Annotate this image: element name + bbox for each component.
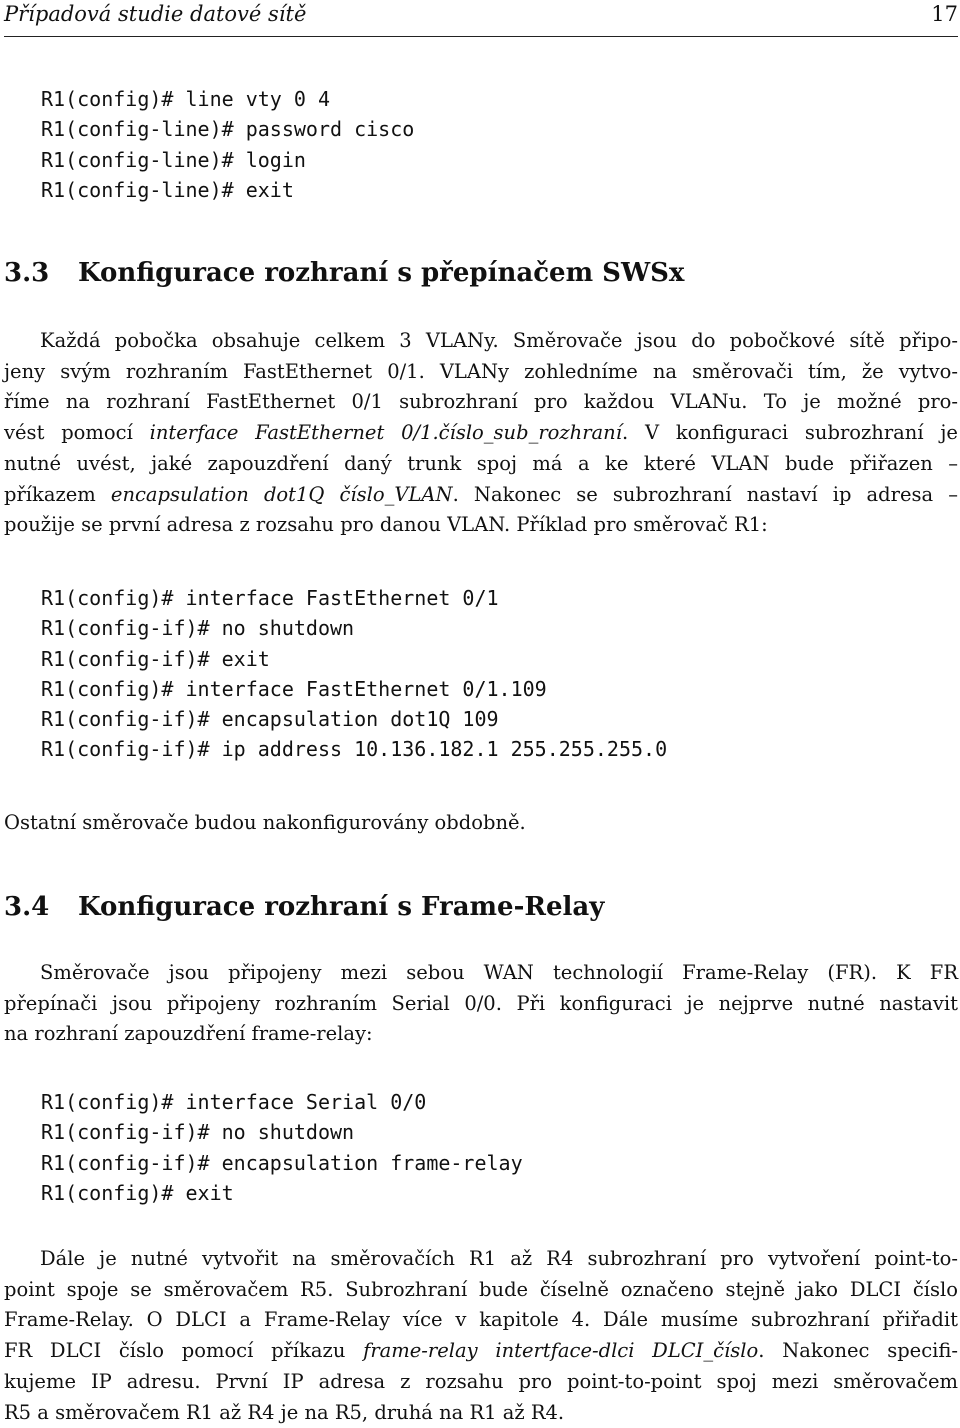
paragraph-subinterfaces bbox=[4, 1244, 958, 1428]
page-number: 17 bbox=[931, 2, 958, 26]
text-line: na rozhraní zapouzdření frame-relay: bbox=[4, 1022, 373, 1046]
inline-command: encapsulation dot1Q číslo_VLAN bbox=[110, 482, 453, 506]
inline-command: frame-relay intertface-dlci DLCI_číslo bbox=[363, 1339, 759, 1363]
paragraph-vlan-intro bbox=[4, 326, 958, 541]
paragraph-frame-relay-intro bbox=[4, 958, 958, 1050]
running-header bbox=[4, 0, 958, 40]
text-line bbox=[4, 418, 958, 449]
text-run: . V konfiguraci subrozhraní je bbox=[621, 421, 958, 445]
text-run: příkazem bbox=[4, 482, 111, 506]
text-line: Každá pobočka obsahuje celkem 3 VLANy. Směrovače jsou do pobočkové sítě připo- bbox=[40, 329, 958, 352]
section-number: 3.4 bbox=[4, 892, 50, 922]
text-run: . Nakonec se subrozhraní nastaví ip adresa – bbox=[452, 482, 958, 506]
text-line: Směrovače jsou připojeny mezi sebou WAN technologií Frame-Relay (FR). K FR bbox=[40, 961, 958, 984]
text-line: použije se první adresa z rozsahu pro danou VLAN. Příklad pro směrovač R1: bbox=[4, 513, 768, 537]
text-line: Dále je nutné vytvořit na směrovačích R1 až R4 subrozhraní pro vytvoření point-to- bbox=[40, 1247, 958, 1270]
text-line: point spoje se směrovačem R5. Subrozhraní bude číselně označeno stejně jako DLCI číslo bbox=[4, 1277, 958, 1301]
section-heading-3-4 bbox=[4, 892, 604, 922]
text-line bbox=[4, 480, 958, 511]
section-title: Konfigurace rozhraní s Frame-Relay bbox=[78, 892, 605, 922]
text-line: Frame-Relay. O DLCI a Frame-Relay více v kapitole 4. Dále musíme subrozhraní přiřadit bbox=[4, 1308, 958, 1332]
text-line bbox=[4, 1336, 958, 1367]
inline-command: interface FastEthernet 0/1.číslo_sub_rozhraní bbox=[149, 421, 622, 445]
section-number: 3.3 bbox=[4, 258, 50, 288]
text-line: R5 a směrovačem R1 až R4 je na R5, druhá na R1 až R4. bbox=[4, 1400, 565, 1424]
text-line: Ostatní směrovače budou nakonfigurovány obdobně. bbox=[4, 811, 526, 834]
text-run: vést pomocí bbox=[4, 421, 150, 445]
code-block-fastethernet: R1(config)# interface FastEthernet 0/1 R1(config-if)# no shutdown R1(config-if)# exit R1(config)# interface FastEthernet 0/1.109 R1(config-if)# encapsulation dot1Q 109 R1(config-if)# ip address 10.136.182.1 255.255.255.0 bbox=[41, 586, 668, 762]
code-block-serial: R1(config)# interface Serial 0/0 R1(config-if)# no shutdown R1(config-if)# encapsulation frame-relay R1(config)# exit bbox=[41, 1090, 523, 1205]
header-title: Případová studie datové sítě bbox=[4, 2, 307, 26]
text-line: nutné uvést, jaké zapouzdření daný trunk spoj má a ke které VLAN bude přiřazen – bbox=[4, 451, 958, 475]
section-heading-3-3 bbox=[4, 258, 684, 288]
text-line: říme na rozhraní FastEthernet 0/1 subrozhraní pro každou VLANu. To je možné pro- bbox=[4, 390, 958, 414]
text-run: . Nakonec specifi- bbox=[758, 1339, 958, 1363]
text-line: přepínači jsou připojeny rozhraním Serial 0/0. Při konfiguraci je nejprve nutné nastavit bbox=[4, 991, 958, 1015]
paragraph-other-routers bbox=[4, 808, 958, 839]
header-rule bbox=[4, 36, 958, 37]
section-title: Konfigurace rozhraní s přepínačem SWSx bbox=[78, 258, 685, 288]
text-line: jeny svým rozhraním FastEthernet 0/1. VLANy zohledníme na směrovači tím, že vytvo- bbox=[4, 359, 958, 383]
text-line: kujeme IP adresu. První IP adresa z rozsahu pro point-to-point spoj mezi směrovačem bbox=[4, 1369, 958, 1393]
text-run: FR DLCI číslo pomocí příkazu bbox=[4, 1339, 364, 1363]
code-block-vty: R1(config)# line vty 0 4 R1(config-line)# password cisco R1(config-line)# login R1(config-line)# exit bbox=[41, 87, 415, 202]
